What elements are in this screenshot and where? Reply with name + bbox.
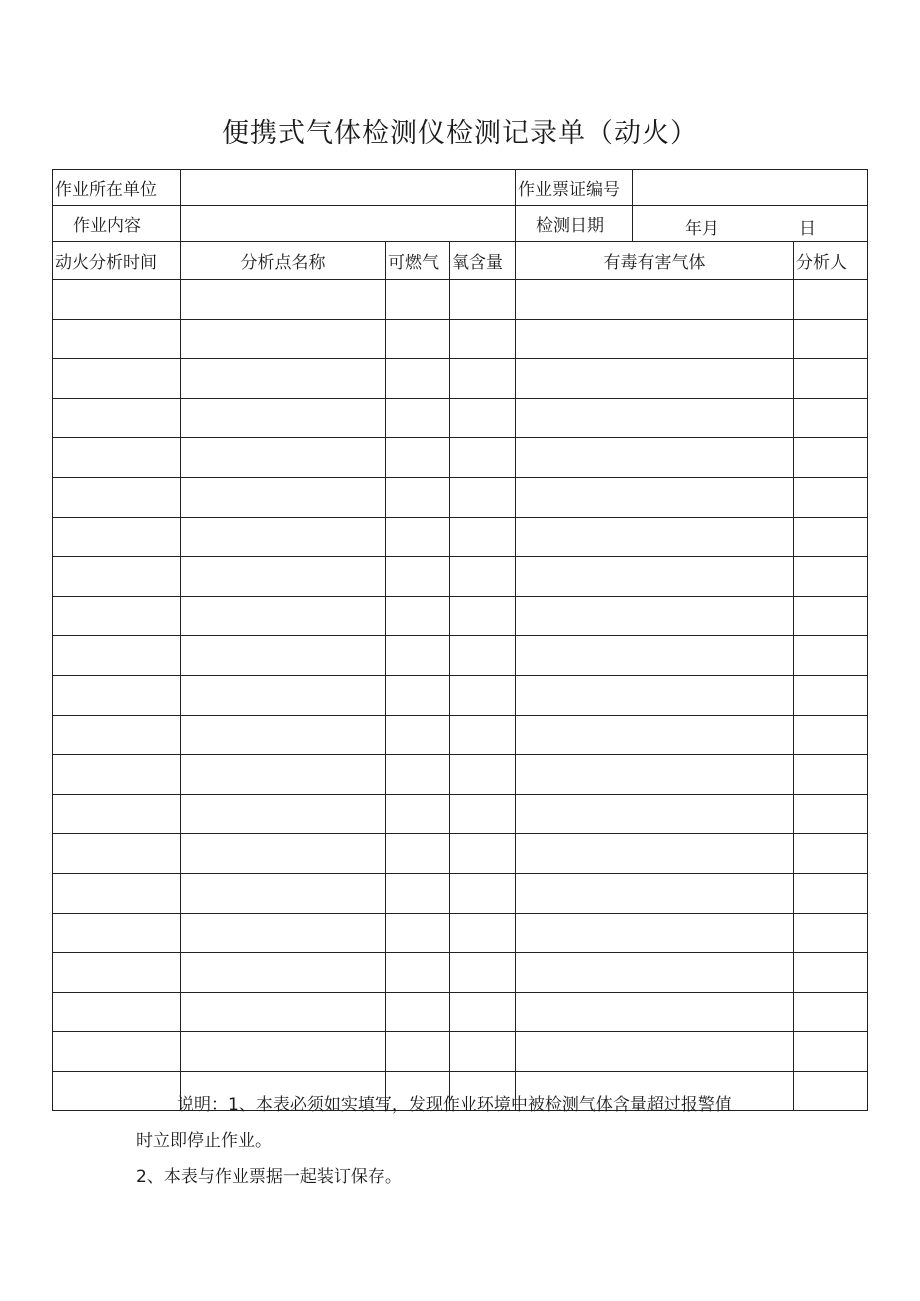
time-cell[interactable] bbox=[53, 715, 181, 755]
combustible-cell[interactable] bbox=[386, 280, 450, 320]
time-cell[interactable] bbox=[53, 280, 181, 320]
table-row bbox=[53, 319, 868, 359]
time-cell[interactable] bbox=[53, 1071, 181, 1111]
analyst-cell[interactable] bbox=[794, 913, 868, 953]
point-name-cell[interactable] bbox=[181, 438, 386, 478]
oxygen-cell[interactable] bbox=[450, 477, 516, 517]
point-name-cell[interactable] bbox=[181, 834, 386, 874]
oxygen-cell[interactable] bbox=[450, 873, 516, 913]
point-name-cell[interactable] bbox=[181, 794, 386, 834]
col-header-toxic-gas: 有毒有害气体 bbox=[516, 242, 794, 280]
note-line-2: 时立即停止作业。 bbox=[136, 1131, 272, 1151]
point-name-cell[interactable] bbox=[181, 1032, 386, 1072]
table-row bbox=[53, 398, 868, 438]
point-name-cell[interactable] bbox=[181, 873, 386, 913]
col-header-analyst: 分析人 bbox=[794, 242, 868, 280]
oxygen-cell[interactable] bbox=[450, 834, 516, 874]
toxic-gas-cell[interactable] bbox=[516, 715, 794, 755]
time-cell[interactable] bbox=[53, 1032, 181, 1072]
table-row bbox=[53, 636, 868, 676]
time-cell[interactable] bbox=[53, 359, 181, 399]
oxygen-cell[interactable] bbox=[450, 517, 516, 557]
analyst-cell[interactable] bbox=[794, 1032, 868, 1072]
table-row bbox=[53, 755, 868, 795]
analyst-cell[interactable] bbox=[794, 280, 868, 320]
time-cell[interactable] bbox=[53, 675, 181, 715]
time-cell[interactable] bbox=[53, 477, 181, 517]
point-name-cell[interactable] bbox=[181, 280, 386, 320]
time-cell[interactable] bbox=[53, 438, 181, 478]
time-cell[interactable] bbox=[53, 636, 181, 676]
time-cell[interactable] bbox=[53, 398, 181, 438]
table-row bbox=[53, 953, 868, 993]
toxic-gas-cell[interactable] bbox=[516, 517, 794, 557]
permit-no-field[interactable] bbox=[633, 170, 868, 206]
analyst-cell[interactable] bbox=[794, 834, 868, 874]
toxic-gas-cell[interactable] bbox=[516, 596, 794, 636]
toxic-gas-cell[interactable] bbox=[516, 953, 794, 993]
analyst-cell[interactable] bbox=[794, 438, 868, 478]
toxic-gas-cell[interactable] bbox=[516, 280, 794, 320]
toxic-gas-cell[interactable] bbox=[516, 1032, 794, 1072]
col-header-combustible: 可燃气 bbox=[386, 242, 450, 280]
table-row bbox=[53, 834, 868, 874]
table-row bbox=[53, 557, 868, 597]
time-cell[interactable] bbox=[53, 596, 181, 636]
oxygen-cell[interactable] bbox=[450, 398, 516, 438]
combustible-cell[interactable] bbox=[386, 675, 450, 715]
toxic-gas-cell[interactable] bbox=[516, 557, 794, 597]
permit-no-label: 作业票证编号 bbox=[516, 170, 633, 206]
combustible-cell[interactable] bbox=[386, 517, 450, 557]
combustible-cell[interactable] bbox=[386, 755, 450, 795]
time-cell[interactable] bbox=[53, 953, 181, 993]
analyst-cell[interactable] bbox=[794, 636, 868, 676]
point-name-cell[interactable] bbox=[181, 953, 386, 993]
oxygen-cell[interactable] bbox=[450, 280, 516, 320]
time-cell[interactable] bbox=[53, 794, 181, 834]
combustible-cell[interactable] bbox=[386, 715, 450, 755]
note-line-3: 2、本表与作业票据一起装订保存。 bbox=[136, 1167, 402, 1187]
date-year-month: 年月 bbox=[685, 219, 720, 239]
oxygen-cell[interactable] bbox=[450, 596, 516, 636]
date-label: 检测日期 bbox=[516, 206, 633, 242]
analyst-cell[interactable] bbox=[794, 398, 868, 438]
toxic-gas-cell[interactable] bbox=[516, 834, 794, 874]
content-label: 作业内容 bbox=[53, 206, 181, 242]
analyst-cell[interactable] bbox=[794, 675, 868, 715]
analyst-cell[interactable] bbox=[794, 794, 868, 834]
point-name-cell[interactable] bbox=[181, 636, 386, 676]
table-row bbox=[53, 359, 868, 399]
combustible-cell[interactable] bbox=[386, 953, 450, 993]
table-row bbox=[53, 992, 868, 1032]
oxygen-cell[interactable] bbox=[450, 636, 516, 676]
time-cell[interactable] bbox=[53, 873, 181, 913]
point-name-cell[interactable] bbox=[181, 755, 386, 795]
combustible-cell[interactable] bbox=[386, 438, 450, 478]
unit-label: 作业所在单位 bbox=[53, 170, 181, 206]
content-field[interactable] bbox=[181, 206, 516, 242]
col-header-time: 动火分析时间 bbox=[53, 242, 181, 280]
point-name-cell[interactable] bbox=[181, 992, 386, 1032]
col-header-oxygen: 氧含量 bbox=[450, 242, 516, 280]
point-name-cell[interactable] bbox=[181, 359, 386, 399]
point-name-cell[interactable] bbox=[181, 398, 386, 438]
table-row bbox=[53, 794, 868, 834]
info-row-unit bbox=[53, 170, 868, 206]
analyst-cell[interactable] bbox=[794, 715, 868, 755]
toxic-gas-cell[interactable] bbox=[516, 398, 794, 438]
toxic-gas-cell[interactable] bbox=[516, 359, 794, 399]
toxic-gas-cell[interactable] bbox=[516, 755, 794, 795]
combustible-cell[interactable] bbox=[386, 596, 450, 636]
date-field[interactable] bbox=[633, 206, 868, 242]
table-row bbox=[53, 596, 868, 636]
point-name-cell[interactable] bbox=[181, 557, 386, 597]
analyst-cell[interactable] bbox=[794, 953, 868, 993]
analyst-cell[interactable] bbox=[794, 359, 868, 399]
unit-field[interactable] bbox=[181, 170, 516, 206]
point-name-cell[interactable] bbox=[181, 715, 386, 755]
oxygen-cell[interactable] bbox=[450, 794, 516, 834]
combustible-cell[interactable] bbox=[386, 636, 450, 676]
combustible-cell[interactable] bbox=[386, 834, 450, 874]
oxygen-cell[interactable] bbox=[450, 1032, 516, 1072]
gas-detection-record-table bbox=[52, 169, 868, 1111]
point-name-cell[interactable] bbox=[181, 913, 386, 953]
time-cell[interactable] bbox=[53, 834, 181, 874]
point-name-cell[interactable] bbox=[181, 477, 386, 517]
point-name-cell[interactable] bbox=[181, 596, 386, 636]
oxygen-cell[interactable] bbox=[450, 438, 516, 478]
time-cell[interactable] bbox=[53, 913, 181, 953]
toxic-gas-cell[interactable] bbox=[516, 319, 794, 359]
combustible-cell[interactable] bbox=[386, 359, 450, 399]
time-cell[interactable] bbox=[53, 319, 181, 359]
combustible-cell[interactable] bbox=[386, 1032, 450, 1072]
table-row bbox=[53, 517, 868, 557]
toxic-gas-cell[interactable] bbox=[516, 794, 794, 834]
analyst-cell[interactable] bbox=[794, 557, 868, 597]
time-cell[interactable] bbox=[53, 992, 181, 1032]
point-name-cell[interactable] bbox=[181, 517, 386, 557]
oxygen-cell[interactable] bbox=[450, 359, 516, 399]
combustible-cell[interactable] bbox=[386, 794, 450, 834]
table-row bbox=[53, 477, 868, 517]
table-row bbox=[53, 438, 868, 478]
table-row bbox=[53, 675, 868, 715]
table-row bbox=[53, 280, 868, 320]
time-cell[interactable] bbox=[53, 517, 181, 557]
analyst-cell[interactable] bbox=[794, 477, 868, 517]
oxygen-cell[interactable] bbox=[450, 992, 516, 1032]
analyst-cell[interactable] bbox=[794, 517, 868, 557]
oxygen-cell[interactable] bbox=[450, 675, 516, 715]
analyst-cell[interactable] bbox=[794, 1071, 868, 1111]
analyst-cell[interactable] bbox=[794, 992, 868, 1032]
analyst-cell[interactable] bbox=[794, 755, 868, 795]
col-header-point-name: 分析点名称 bbox=[181, 242, 386, 280]
time-cell[interactable] bbox=[53, 755, 181, 795]
note-line-1: 说明：1、本表必须如实填写，发现作业环境中被检测气体含量超过报警值 bbox=[177, 1095, 732, 1115]
analyst-cell[interactable] bbox=[794, 873, 868, 913]
combustible-cell[interactable] bbox=[386, 913, 450, 953]
toxic-gas-cell[interactable] bbox=[516, 675, 794, 715]
toxic-gas-cell[interactable] bbox=[516, 913, 794, 953]
time-cell[interactable] bbox=[53, 557, 181, 597]
date-day: 日 bbox=[799, 219, 817, 239]
oxygen-cell[interactable] bbox=[450, 715, 516, 755]
table-row bbox=[53, 873, 868, 913]
toxic-gas-cell[interactable] bbox=[516, 438, 794, 478]
toxic-gas-cell[interactable] bbox=[516, 992, 794, 1032]
toxic-gas-cell[interactable] bbox=[516, 873, 794, 913]
analyst-cell[interactable] bbox=[794, 596, 868, 636]
table-row bbox=[53, 1032, 868, 1072]
combustible-cell[interactable] bbox=[386, 319, 450, 359]
info-row-content bbox=[53, 206, 868, 242]
oxygen-cell[interactable] bbox=[450, 755, 516, 795]
oxygen-cell[interactable] bbox=[450, 319, 516, 359]
combustible-cell[interactable] bbox=[386, 557, 450, 597]
table-row bbox=[53, 715, 868, 755]
combustible-cell[interactable] bbox=[386, 873, 450, 913]
combustible-cell[interactable] bbox=[386, 477, 450, 517]
oxygen-cell[interactable] bbox=[450, 913, 516, 953]
analyst-cell[interactable] bbox=[794, 319, 868, 359]
oxygen-cell[interactable] bbox=[450, 953, 516, 993]
point-name-cell[interactable] bbox=[181, 675, 386, 715]
combustible-cell[interactable] bbox=[386, 398, 450, 438]
column-header-row bbox=[53, 242, 868, 280]
oxygen-cell[interactable] bbox=[450, 557, 516, 597]
combustible-cell[interactable] bbox=[386, 992, 450, 1032]
table-row bbox=[53, 913, 868, 953]
page-title: 便携式气体检测仪检测记录单（动火） bbox=[222, 118, 698, 149]
toxic-gas-cell[interactable] bbox=[516, 477, 794, 517]
point-name-cell[interactable] bbox=[181, 319, 386, 359]
toxic-gas-cell[interactable] bbox=[516, 636, 794, 676]
